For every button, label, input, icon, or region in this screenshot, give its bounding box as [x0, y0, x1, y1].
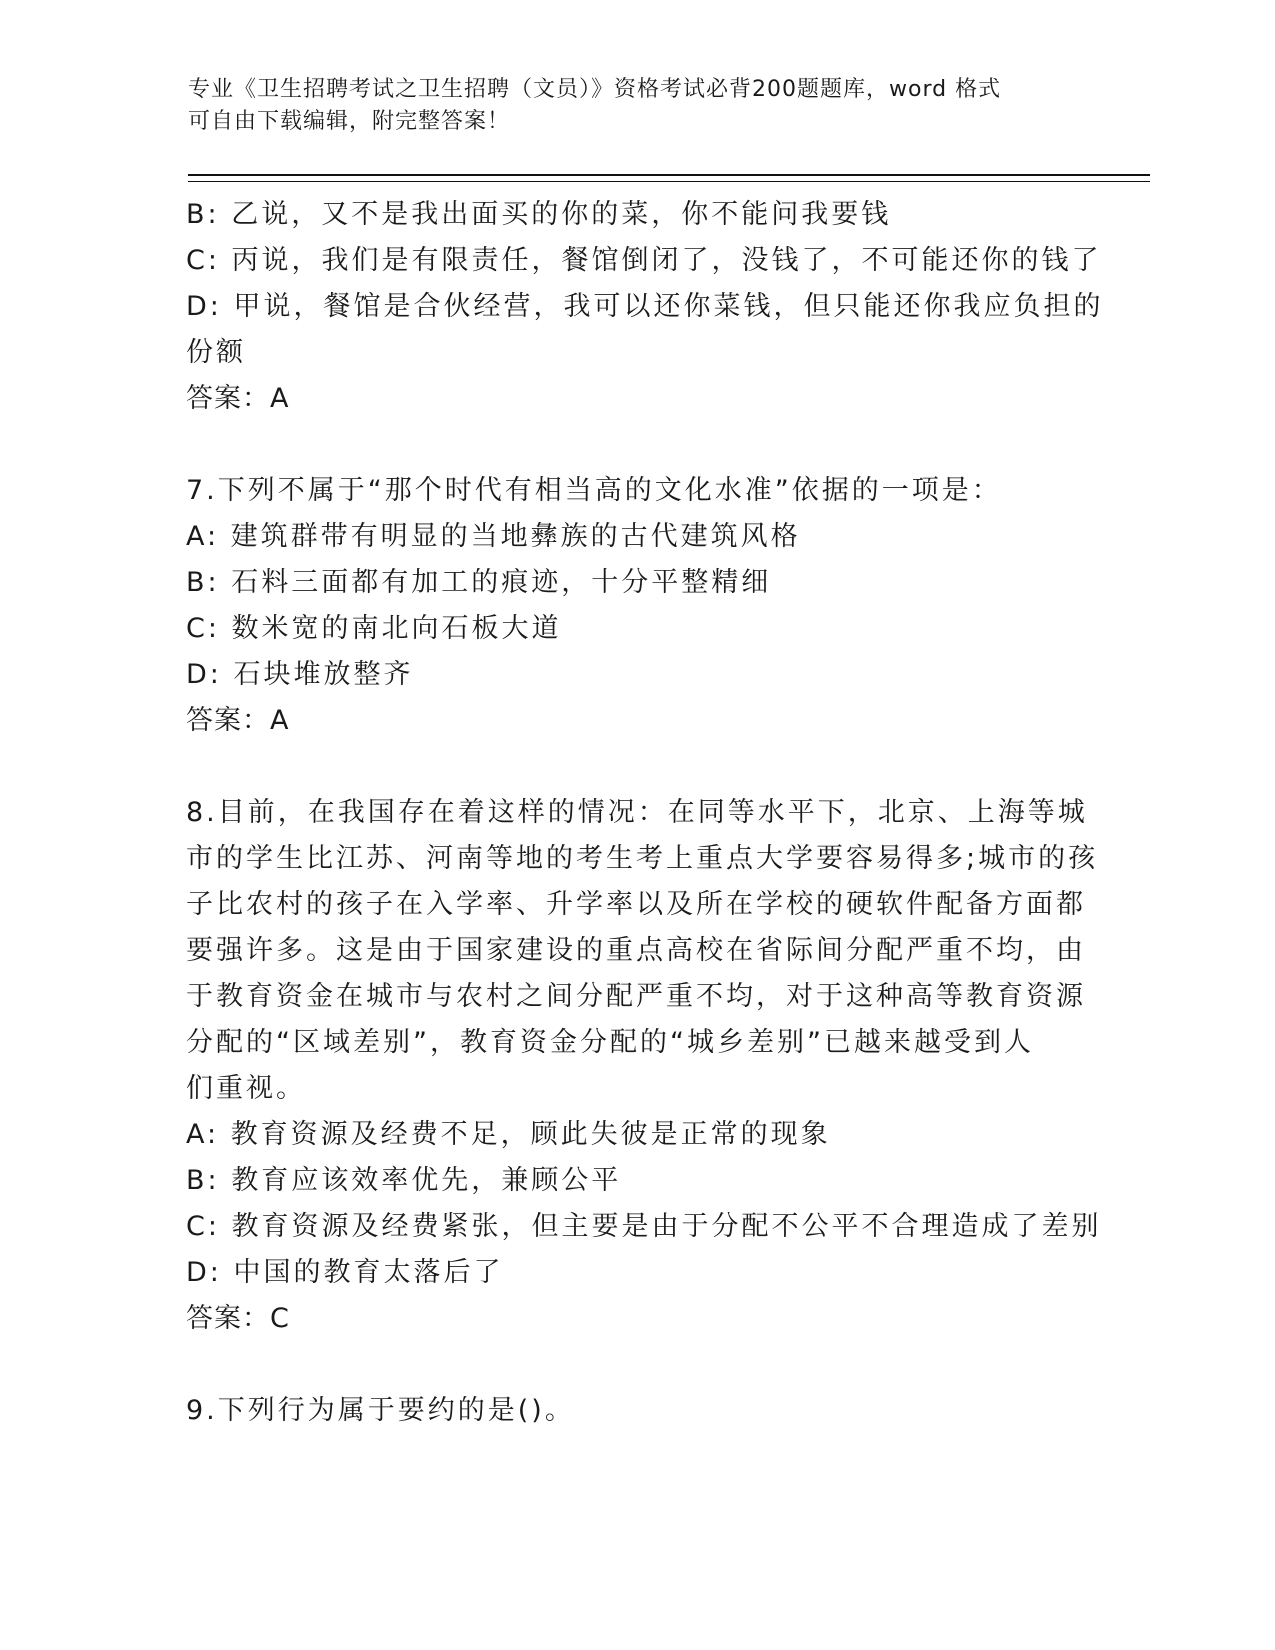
q8-option-a: A: 教育资源及经费不足，顾此失彼是正常的现象 [186, 1119, 831, 1150]
question-9 [186, 1388, 1086, 1434]
q6-option-c: C: 丙说，我们是有限责任，餐馆倒闭了，没钱了，不可能还你的钱了 [186, 245, 1102, 276]
question-6-tail [186, 192, 1104, 422]
q8-question-line: 子比农村的孩子在入学率、升学率以及所在学校的硬软件配备方面都 [186, 889, 1086, 920]
q6-answer: 答案：A [186, 383, 290, 414]
q7-question: 7.下列不属于“那个时代有相当高的文化水准”依据的一项是： [186, 475, 1002, 506]
q9-question: 9.下列行为属于要约的是()。 [186, 1395, 575, 1426]
q8-answer: 答案：C [186, 1303, 290, 1334]
q8-option-d: D: 中国的教育太落后了 [186, 1257, 504, 1288]
q7-option-d: D: 石块堆放整齐 [186, 659, 414, 690]
q8-option-c: C: 教育资源及经费紧张，但主要是由于分配不公平不合理造成了差别 [186, 1211, 1102, 1242]
q8-question-line: 8.目前，在我国存在着这样的情况：在同等水平下，北京、上海等城 [186, 797, 1088, 828]
q6-option-d-line-1: D: 甲说，餐馆是合伙经营，我可以还你菜钱，但只能还你我应负担的 [186, 291, 1104, 322]
q7-option-b: B: 石料三面都有加工的痕迹，十分平整精细 [186, 567, 772, 598]
q7-option-a: A: 建筑群带有明显的当地彝族的古代建筑风格 [186, 521, 801, 552]
q7-option-c: C: 数米宽的南北向石板大道 [186, 613, 562, 644]
q6-option-b: B: 乙说，又不是我出面买的你的菜，你不能问我要钱 [186, 199, 892, 230]
question-7 [186, 468, 1086, 744]
q8-option-b: B: 教育应该效率优先，兼顾公平 [186, 1165, 622, 1196]
question-list [186, 192, 1104, 1434]
question-8 [186, 790, 1102, 1342]
q6-option-d-line-2: 份额 [186, 337, 246, 368]
q8-question-line: 要强许多。这是由于国家建设的重点高校在省际间分配严重不均，由 [186, 935, 1086, 966]
q8-question-line: 于教育资金在城市与农村之间分配严重不均，对于这种高等教育资源 [186, 981, 1086, 1012]
q8-question-line: 市的学生比江苏、河南等地的考生考上重点大学要容易得多;城市的孩 [186, 843, 1099, 874]
document-header [188, 74, 1068, 138]
q8-question-line: 分配的“区域差别”，教育资金分配的“城乡差别”已越来越受到人 [186, 1027, 1034, 1058]
header-line-2: 可自由下载编辑，附完整答案！ [188, 109, 511, 134]
header-rule-thin [188, 181, 1150, 182]
q8-question-line: 们重视。 [186, 1073, 306, 1104]
header-rule-thick [188, 174, 1150, 176]
header-line-1: 专业《卫生招聘考试之卫生招聘（文员）》资格考试必背200题题库，word 格式 [188, 77, 1002, 102]
q7-answer: 答案：A [186, 705, 290, 736]
